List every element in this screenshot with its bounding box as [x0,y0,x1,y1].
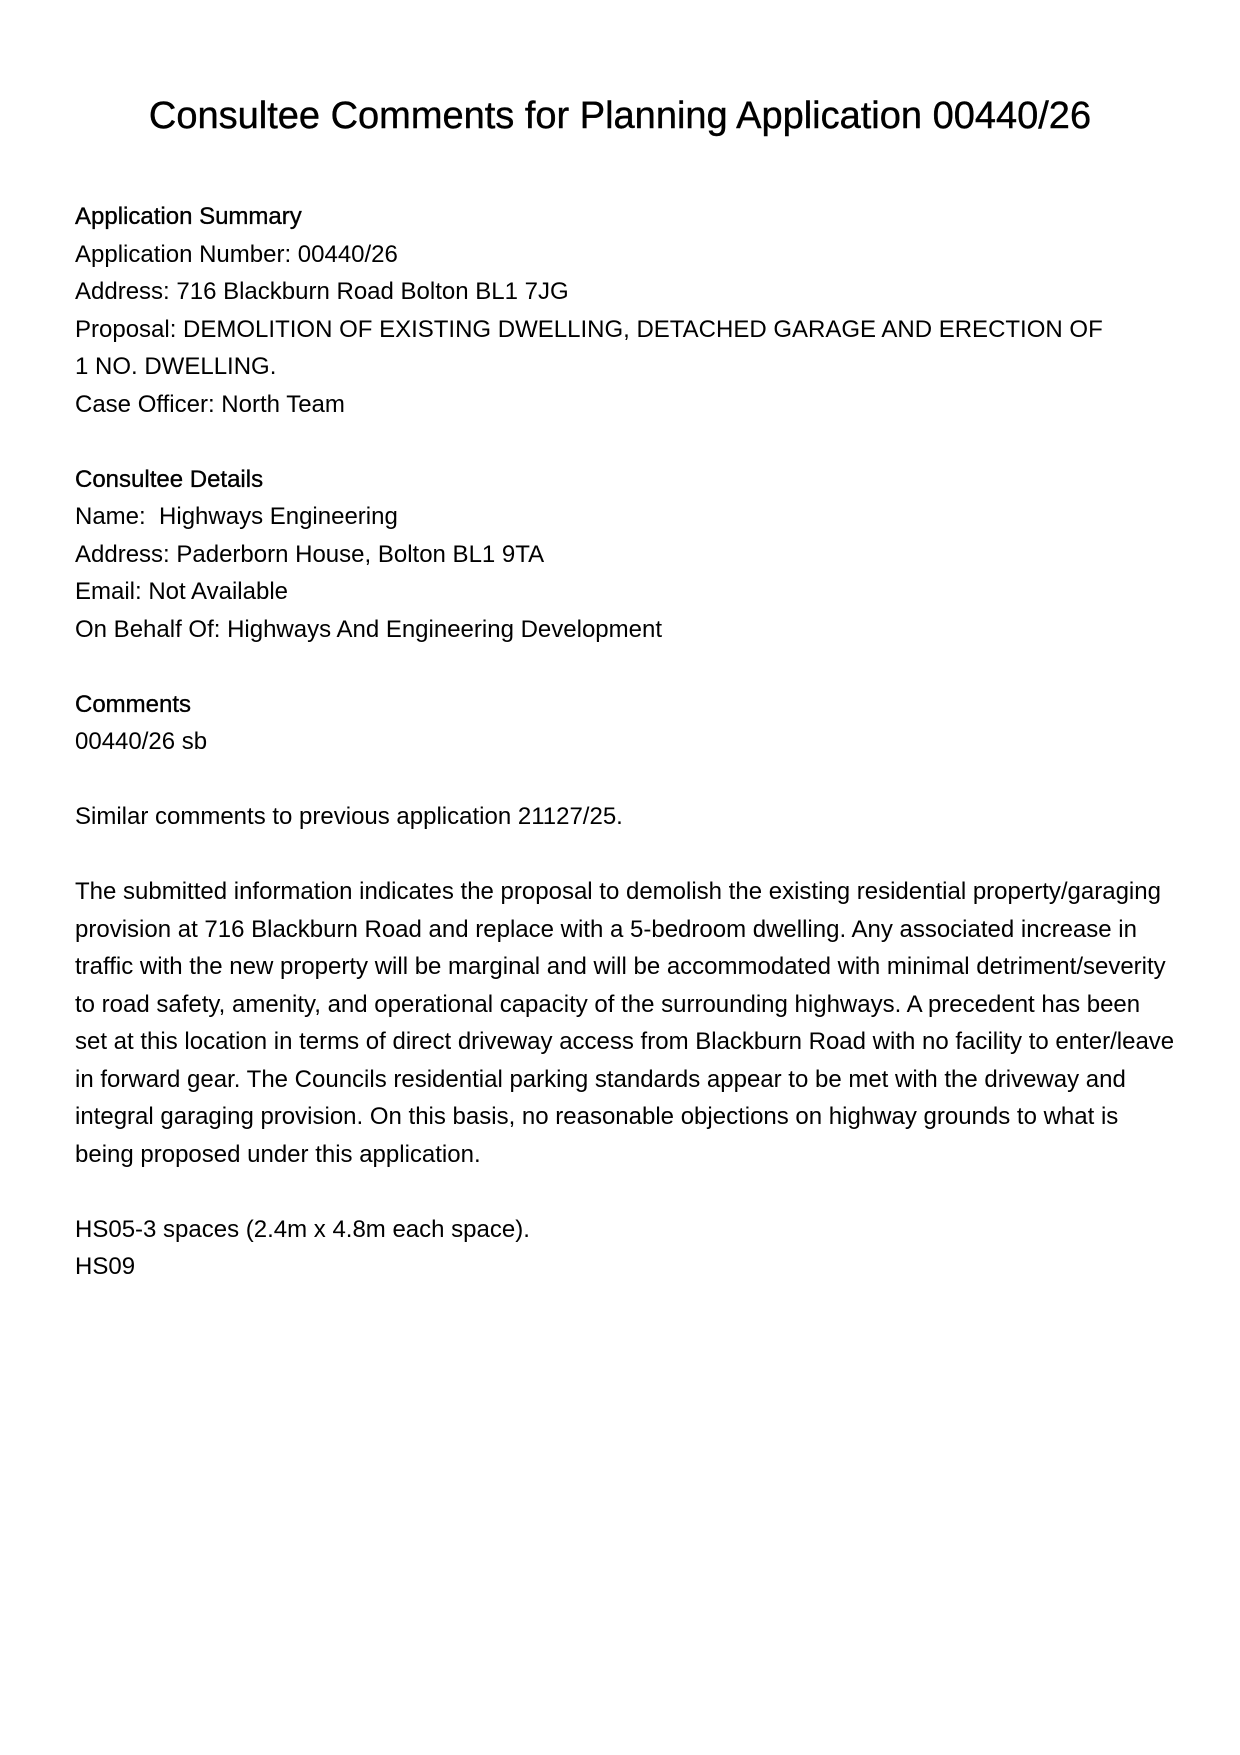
application-summary-heading: Application Summary [75,203,302,230]
consultee-details-section [75,461,1175,649]
consultee-email: Email: Not Available [75,578,288,605]
consultee-on-behalf-of: On Behalf Of: Highways And Engineering Development [75,615,663,643]
comments-heading: Comments [75,690,192,718]
application-summary-section [75,198,1175,423]
page-title: Consultee Comments for Planning Application 00440/26 [148,95,1092,137]
document-content [75,198,1181,1323]
consultee-details-heading: Consultee Details [75,465,264,493]
comments-section [75,686,1181,1286]
consultee-name: Name: Highways Engineering [75,503,398,530]
policy-codes [75,1211,1175,1286]
case-officer: Case Officer: North Team [75,390,345,418]
comments-body: The submitted information indicates the proposal to demolish the existing residential property/garaging provision at 716 Blackburn Road and replace with a 5-bedroom dwelling. Any associated increase in traffic with the new property will be marginal and will be accommodated with minimal detriment/severity to road safety, amenity, and operational capacity of the surrounding highways. A precedent has been set at this location in terms of direct driveway access from Blackburn Road with no facility to enter/leave in forward gear. The Councils residential parking standards appear to be met with the driveway and integral garaging provision. On this basis, no reasonable objections on highway grounds to what is being proposed under this application. [75,878,1181,1168]
application-number: Application Number: 00440/26 [75,240,398,268]
comments-similar-note: Similar comments to previous application 21127/25. [75,803,623,830]
application-address: Address: 716 Blackburn Road Bolton BL1 7JG [75,278,569,305]
proposal-line-2: 1 NO. DWELLING. [75,353,277,380]
proposal-line-1: Proposal: DEMOLITION OF EXISTING DWELLING, DETACHED GARAGE AND ERECTION OF [75,315,1103,343]
policy-code-hs09: HS09 [75,1253,136,1280]
consultee-address: Address: Paderborn House, Bolton BL1 9TA [75,540,545,568]
policy-code-hs05: HS05-3 spaces (2.4m x 4.8m each space). [75,1215,530,1243]
comments-reference: 00440/26 sb [75,728,208,755]
